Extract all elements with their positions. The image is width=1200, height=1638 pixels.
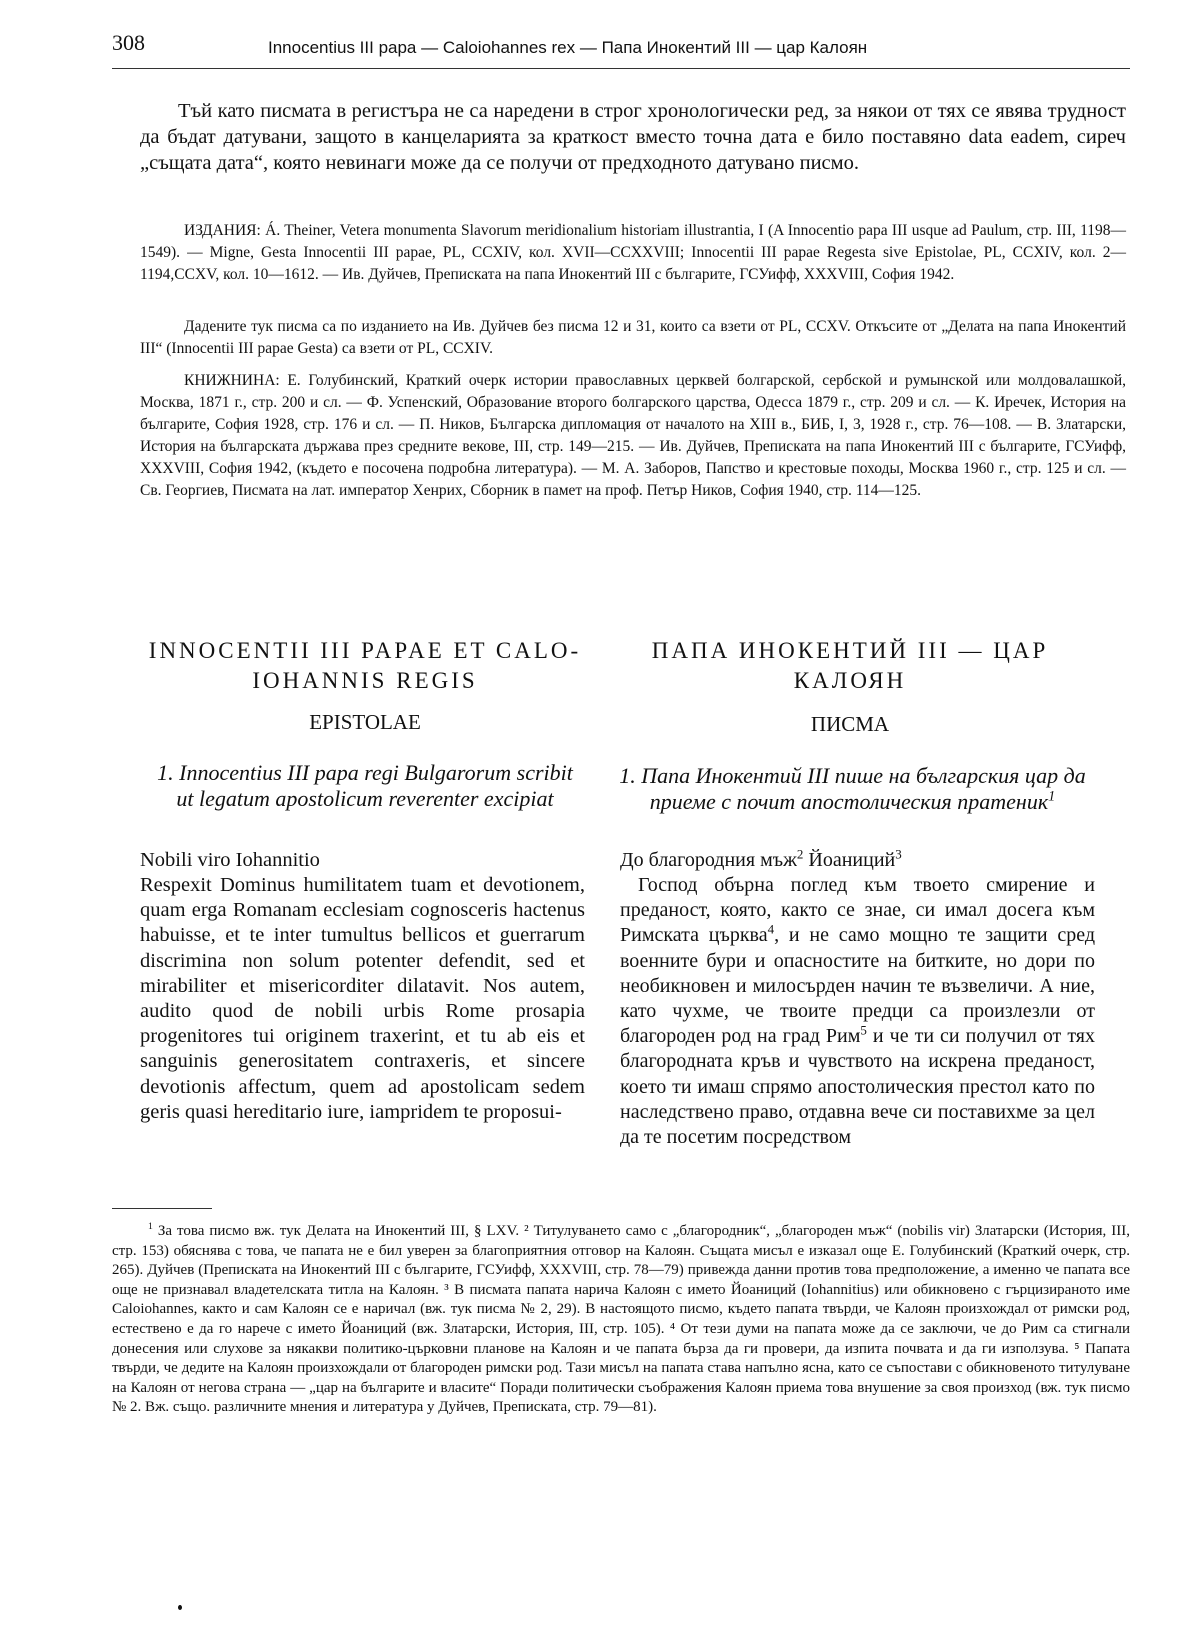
editions-label: ИЗДАНИЯ: xyxy=(184,222,261,239)
footnote-marker-4: 4 xyxy=(767,921,775,937)
intro-paragraph: Тъй като писмата в регистъра не са наредени в строг хронологически ред, за някои от тях се явява трудност да бъдат датувани, защото в канцеларията за краткост вместо точна дата е било поставяно data eadem, сиреч „същата дата“, която невинаги може да се получи от предходното датувано писмо. xyxy=(140,100,1126,174)
footnote-number-1: 1 xyxy=(148,1221,153,1232)
bulgarian-letter-title xyxy=(615,763,1090,815)
bulgarian-salutation-text: До благородния мъж xyxy=(620,849,797,871)
footnote-marker-1: 1 xyxy=(1048,788,1056,805)
editions-note: Дадените тук писма са по изданието на Ив. Дуйчев без писма 12 и 31, които са взети от PL, CCXV. Откъсите от „Делата на папа Инокентий III“ (Innocentii III papae Gesta) са взети от PL, CCXIV. xyxy=(140,318,1126,357)
footnotes xyxy=(112,1222,1130,1418)
literature-label: КНИЖНИНА: xyxy=(184,372,280,389)
literature-block xyxy=(140,370,1126,502)
latin-heading: INNOCENTII III PAPAE ET CALO-IOHANNIS REGIS xyxy=(148,638,582,693)
editions-text: Á. Theiner, Vetera monumenta Slavorum meridionalium historiam illustrantia, I (A Innocentio papa III usque ad Paulum, стр. III, 1198—1549). — Migne, Gesta Innocentii III papae, PL, CCXIV, кол. XVII—CCXXVIII; Innocentii III papae Regesta sive Epistolae, PL, CCXIV, кол. 2—1194,CCXV, кол. 10—1612. — Ив. Дуйчев, Преписката на папа Инокентий III с българите, ГСУифф, XXXVIII, София 1942. xyxy=(140,222,1126,283)
footnote-marker-5: 5 xyxy=(860,1022,867,1038)
footnote-marker-2: 2 xyxy=(796,846,804,862)
latin-salutation: Nobili viro Iohannitio xyxy=(140,849,320,871)
header-rule xyxy=(112,68,1130,69)
bulgarian-body-part-3: и че ти си получил от тях благородната кръв и чувството на искрена преданост, което ти имаш спрямо апостолическия престол като по наследствено право, отдавна вече си поставихме за цел да те посетим посредством xyxy=(620,1025,1095,1149)
bulgarian-body xyxy=(620,873,1095,1150)
literature-text: Е. Голубинский, Краткий очерк истории православных церквей болгарской, сербской и румынской или молдовалашкой, Москва, 1871 г., стр. 200 и сл. — Ф. Успенский, Образование второго болгарского царства, Одесса 1879 г., стр. 209 и сл. — К. Иречек, История на българите, София 1928, стр. 176 и сл. — П. Ников, Българска дипломация от началото на XIII в., БИБ, I, 3, 1928 г., стр. 76—108. — В. Златарски, История на българската държава през средните векове, III, стр. 149—215. — Ив. Дуйчев, Преписката на папа Инокентий III с българите, ГСУифф, XXXVIII, София 1942, (където е посочена подробна литература). — М. А. Заборов, Папство и крестовые походы, Москва 1960 г., стр. 125 и сл. — Св. Георгиев, Писмата на лат. император Хенрих, Сборник в памет на проф. Петър Ников, София 1940, стр. 114—125. xyxy=(140,372,1126,499)
bulgarian-letter-title-text: 1. Папа Инокентий III пише на българския цар да приеме с почит апостолическия пратеник xyxy=(619,763,1086,814)
latin-body: Respexit Dominus humilitatem tuam et devotionem, quam erga Romanam ecclesiam cognosceris hactenus habuisse, et te inter tumultus bellicos et guerrarum discrimina non solum potenter defendit, sed et mirabiliter et misericorditer dilatavit. Nos autem, audito quod de nobili urbis Rome prosapia progenitores tui originem traxerint, et tu ab eis et sanguinis generositatem contraxeris, et sincere devotionis affectum, quem ad apostolicam sedem geris quasi hereditario iure, iampridem te proposui- xyxy=(140,874,585,1123)
bulgarian-heading: ПАПА ИНОКЕНТИЙ III — ЦАР КАЛОЯН xyxy=(651,638,1049,693)
bulgarian-body-part-2: , и не само мощно те защити сред военните бури и опасностите на битките, но дори по необикновен и милосърден начин те възвеличи. А ние, като чухме, че твоите предци са произлезли от благороден род на град Рим xyxy=(620,924,1095,1048)
bulgarian-body-part-1: Господ обърна поглед към твоето смирение и преданост, която, както се знае, си имал досега към Римската църква xyxy=(620,874,1095,947)
bulgarian-salutation-name: Йоаниций xyxy=(808,849,896,871)
latin-subheading: EPISTOLAE xyxy=(309,710,421,734)
footnote-marker-3: 3 xyxy=(895,846,902,862)
stray-mark xyxy=(178,1605,182,1610)
bulgarian-subheading: ПИСМА xyxy=(810,712,890,736)
footnote-rule xyxy=(112,1208,212,1209)
latin-letter-title: 1. Innocentius III papa regi Bulgarorum scribit ut legatum apostolicum reverenter excipiat xyxy=(157,760,573,811)
footnotes-text: За това писмо вж. тук Делата на Инокентий III, § LXV. ² Титулуването само с „благородник“, „благороден мъж“ (nobilis vir) Златарски (История, III, стр. 153) обяснява с това, че папата не е бил уверен за благоприятния отговор на Калоян. Същата мисъл е изказал още Е. Голубинский (Краткий очерк, стр. 265). Дуйчев (Преписката на Инокентий III с българите, ГСУифф, XXXVIII, стр. 78—79) привежда данни против това предположение, а именно че папата все още не признавал владетелската титла на Калоян. ³ В писмата папата нарича Калоян с името Йоаниций (Iohannitius) или обикновено с гърцизираното име Caloiohannes, както и сам Калоян се е наричал (вж. тук писма № 2, 29). В настоящото писмо, където папата твърди, че Калоян произхождал от римски род, естествено е да го нарече с името Йоаниций (вж. Златарски, История, III, стр. 105). ⁴ От тези думи на папата може да се заключи, че до Рим са стигнали донесения или слухове за някакви политико-църковни планове на Калоян и че папата бърза да ги провери, да изпита почвата и да ги използува. ⁵ Папата твърди, че дедите на Калоян произхождали от благороден римски род. Тази мисъл на папата става напълно ясна, като се съпостави с обикновеното титулуване на Калоян от негова страна — „цар на българите и власите“ Поради политически съображения Калоян приема това внушение за своя произход (вж. тук писмо № 2. Вж. също. различните мнения и литература у Дуйчев, Преписката, стр. 79—81). xyxy=(112,1223,1131,1416)
running-title: Innocentius III papa — Caloiohannes rex — Папа Инокентий III — цар Калоян xyxy=(268,38,868,57)
editions-block xyxy=(140,220,1126,286)
page-number: 308 xyxy=(112,30,145,55)
bulgarian-salutation xyxy=(620,848,1095,873)
